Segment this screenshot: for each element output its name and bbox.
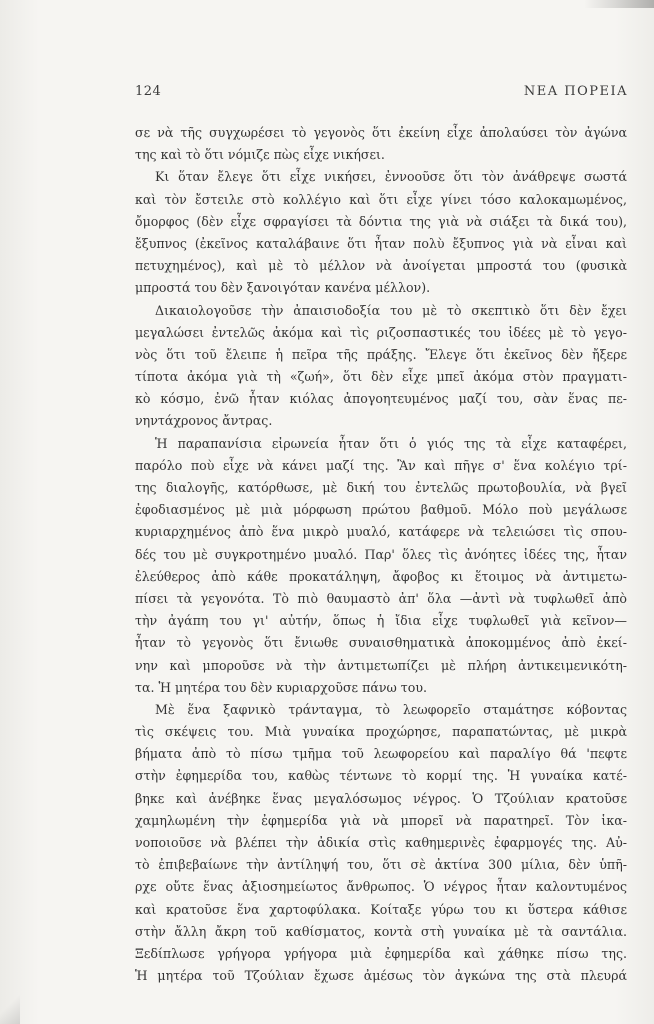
text-line: καὶ κρατοῦσε ἕνα χαρτοφύλακα. Κοίταξε γύρω του κι ὕστερα κάθισε: [135, 901, 627, 917]
text-line: ὄμορφος (δὲν εἶχε σφραγίσει τὰ δόντια της γιὰ νὰ σιάξει τὰ δικά του),: [135, 213, 627, 229]
text-line: νην καὶ μποροῦσε νὰ τὴν ἀντιμετωπίζει μὲ πλήρη ἀντικειμενικότη-: [135, 657, 627, 673]
text-line: καὶ τὸν ἔστειλε στὸ κολλέγιο καὶ ὅτι εἶχε γίνει τόσο καλοκαμωμένος,: [135, 191, 627, 207]
text-line: στὴν ἄλλη ἄκρη τοῦ καθίσματος, κοντὰ στὴ γυναίκα μὲ τὰ σαντάλια.: [135, 923, 627, 939]
text-line: χαμηλωμένη τὴν ἐφημερίδα γιὰ νὰ μπορεῖ νὰ παρατηρεῖ. Τὸν ἱκα-: [135, 812, 627, 828]
text-line: Δικαιολογοῦσε τὴν ἀπαισιοδοξία του μὲ τὸ σκεπτικὸ ὅτι δὲν ἔχει: [155, 302, 627, 318]
text-line: νὸς ὅτι τοῦ ἔλειπε ἡ πεῖρα τῆς πράξης. Ἔλεγε ὅτι ἐκεῖνος δὲν ἤξερε: [135, 346, 627, 362]
text-line: της διαλογῆς, κατόρθωσε, μὲ δική του ἐντελῶς πρωτοβουλία, νὰ βγεῖ: [135, 480, 627, 495]
text-line: νοποιοῦσε νὰ βλέπει τὴν ἀδικία στὶς καθημερινὲς ἐφαρμογές της. Αὐ-: [135, 835, 627, 850]
text-line: μπροστά του δὲν ξανοιγόταν κανένα μέλλον).: [135, 280, 431, 296]
text-line: ρχε οὔτε ἕνας ἀξιοσημείωτος ἄνθρωπος. Ὁ νέγρος ἦταν καλοντυμένος: [135, 879, 627, 895]
text-line: σε νὰ τῆς συγχωρέσει τὸ γεγονὸς ὅτι ἐκείνη εἶχε ἀπολαύσει τὸν ἀγώνα: [135, 125, 627, 140]
page-header: [135, 84, 628, 104]
text-line: στὴν ἐφημερίδα του, καθὼς τέντωνε τὸ κορμί της. Ἡ γυναίκα κατέ-: [135, 768, 627, 784]
text-line: τὸ ἐπιβεβαίωνε τὴν ἀντίληψή του, ὅτι σὲ ἀκτίνα 300 μίλια, δὲν ὑπῆ-: [135, 857, 627, 873]
text-line: Κι ὅταν ἔλεγε ὅτι εἶχε νικήσει, ἐννοοῦσε ὅτι τὸν ἀνάθρεψε σωστά: [155, 169, 627, 185]
text-line: Μὲ ἕνα ξαφνικὸ τράνταγμα, τὸ λεωφορεῖο σταμάτησε κόβοντας: [155, 701, 627, 717]
text-line: ἐφοδιασμένος μὲ μιὰ μόρφωση πρώτου βαθμοῦ. Μόλο ποὺ μεγάλωσε: [135, 502, 627, 518]
text-line: τὶς σκέψεις του. Μιὰ γυναίκα προχώρησε, παραπατώντας, μὲ μικρὰ: [135, 724, 627, 740]
text-line: παρόλο ποὺ εἶχε νὰ κάνει μαζί της. Ἂν καὶ πῆγε σ' ἕνα κολέγιο τρί-: [135, 457, 627, 473]
text-line: μεγαλώσει ἐντελῶς ἀκόμα καὶ τὶς ριζοσπαστικές του ἰδέες μὲ τὸ γεγο-: [135, 324, 627, 340]
text-line: πίσει τὰ γεγονότα. Τὸ πιὸ θαυμαστὸ ἀπ' ὅλα —ἀντὶ νὰ τυφλωθεῖ ἀπὸ: [135, 590, 627, 606]
scan-corner-shadow: [0, 984, 20, 1024]
text-line: τα. Ἡ μητέρα του δὲν κυριαρχοῦσε πάνω του.: [135, 679, 428, 695]
text-line: ἦταν τὸ γεγονὸς ὅτι ἔνιωθε συναισθηματικὰ ἀποκομμένος ἀπὸ ἐκεί-: [135, 635, 627, 651]
text-line: Ξεδίπλωσε γρήγορα γρήγορα μιὰ ἐφημερίδα καὶ χάθηκε πίσω της.: [135, 945, 627, 961]
page-number: 124: [135, 84, 162, 99]
text-line: κυριαρχημένος ἀπὸ ἕνα μικρὸ μυαλό, κατάφερε νὰ τελειώσει τὶς σπου-: [135, 524, 627, 540]
text-line: ἔξυπνος (ἐκεῖνος καταλάβαινε ὅτι ἦταν πολὺ ἔξυπνος γιὰ νὰ εἶναι καὶ: [135, 235, 627, 251]
text-line: πετυχημένος), καὶ μὲ τὸ μέλλον νὰ ἀνοίγεται μπροστά του (φυσικὰ: [135, 258, 627, 274]
text-line: ἐλεύθερος ἀπὸ κάθε προκατάληψη, ἄφοβος κι ἕτοιμος νὰ ἀντιμετω-: [135, 568, 627, 584]
scan-edge-shadow: [584, 0, 654, 8]
text-line: Ἡ παραπανίσια εἰρωνεία ἦταν ὅτι ὁ γιός της τὰ εἶχε καταφέρει,: [155, 435, 627, 451]
text-line: δές του μὲ συγκροτημένο μυαλό. Παρ' ὅλες τὶς ἀνόητες ἰδέες της, ἦταν: [135, 546, 627, 562]
text-line: τὴν ἀγάπη του γι' αὐτήν, ὅπως ἡ ἴδια εἶχε τυφλωθεῖ γιὰ κεῖνον—: [135, 613, 627, 629]
running-head: ΝΕΑ ΠΟΡΕΙΑ: [523, 84, 628, 99]
text-line: κὸ κόσμο, ἐνῶ ἦταν κιόλας ἀπογοητευμένος μαζί του, σὰν ἕνας πε-: [135, 391, 627, 407]
text-line: Ἡ μητέρα τοῦ Τζούλιαν ἔχωσε ἀμέσως τὸν ἀγκώνα της στὰ πλευρά: [135, 968, 627, 984]
text-line: της καὶ τὸ ὅτι νόμιζε πὼς εἶχε νικήσει.: [135, 147, 385, 163]
text-line: βηκε καὶ ἀνέβηκε ἕνας μεγαλόσωμος νέγρος. Ὁ Τζούλιαν κρατοῦσε: [135, 790, 627, 806]
text-line: τίποτα ἀκόμα γιὰ τὴ «ζωή», ὅτι δὲν εἶχε μπεῖ ἀκόμα στὸν πραγματι-: [135, 369, 627, 385]
text-line: βήματα ἀπὸ τὸ πίσω τμῆμα τοῦ λεωφορείου καὶ παραλίγο θά 'πεφτε: [135, 746, 627, 762]
body-text: [135, 122, 627, 987]
text-line: νηντάχρονος ἄντρας.: [135, 413, 273, 429]
